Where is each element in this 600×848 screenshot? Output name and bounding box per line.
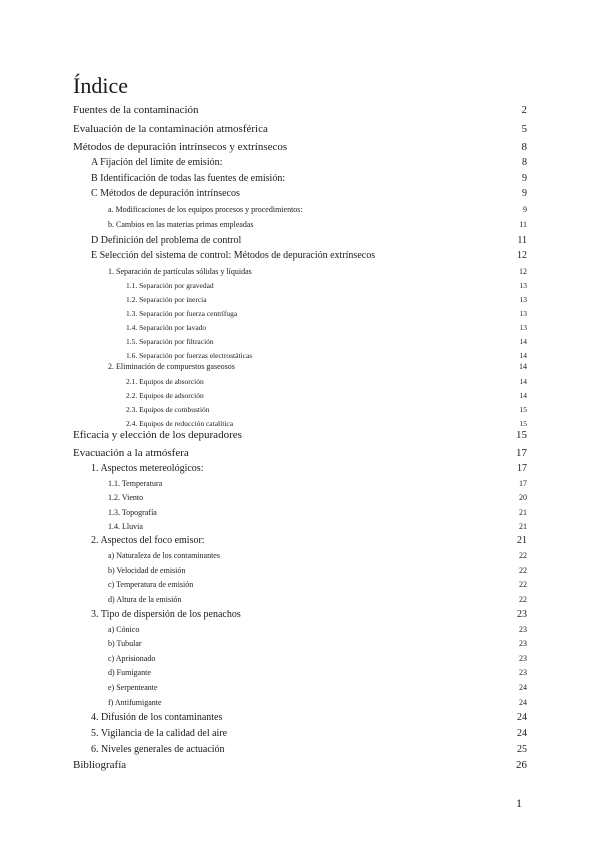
- toc-entry[interactable]: 1.4. Separación por lavado 13: [126, 323, 527, 332]
- toc-entry[interactable]: a) Cónico 23: [108, 625, 527, 634]
- toc-entry[interactable]: 2.3. Equipos de combustión 15: [126, 405, 527, 414]
- toc-entry[interactable]: b) Tubular 23: [108, 639, 527, 648]
- toc-entry[interactable]: Fuentes de la contaminación 2: [73, 104, 527, 116]
- toc-entry[interactable]: 1. Separación de partículas sólidas y líquidas 12: [108, 267, 527, 276]
- toc-entry[interactable]: Métodos de depuración intrínsecos y extrínsecos 8: [73, 141, 527, 153]
- page-number: 1: [516, 796, 522, 810]
- toc-entry[interactable]: 1.2. Separación por inercia 13: [126, 295, 527, 304]
- toc-entry[interactable]: D Definición del problema de control 11: [91, 235, 527, 246]
- toc-entry[interactable]: 1.4. Lluvia 21: [108, 522, 527, 531]
- toc-entry[interactable]: 2. Aspectos del foco emisor: 21: [91, 535, 527, 546]
- page-title: Índice: [73, 73, 128, 98]
- toc-entry[interactable]: d) Altura de la emisión 22: [108, 595, 527, 604]
- toc-entry[interactable]: Bibliografía 26: [73, 759, 527, 771]
- toc-entry[interactable]: 1. Aspectos metereológicos: 17: [91, 463, 527, 474]
- toc-entry[interactable]: 1.5. Separación por filtración 14: [126, 337, 527, 346]
- toc-entry[interactable]: c) Temperatura de emisión 22: [108, 580, 527, 589]
- toc-entry[interactable]: 2.2. Equipos de adsorción 14: [126, 391, 527, 400]
- toc-entry[interactable]: 2. Eliminación de compuestos gaseosos 14: [108, 362, 527, 371]
- toc-entry[interactable]: 1.1. Separación por gravedad 13: [126, 281, 527, 290]
- toc-entry[interactable]: 1.3. Separación por fuerza centrífuga 13: [126, 309, 527, 318]
- toc-entry[interactable]: Evaluación de la contaminación atmosférica 5: [73, 123, 527, 135]
- toc-entry[interactable]: B Identificación de todas las fuentes de emisión: 9: [91, 173, 527, 184]
- toc-entry[interactable]: 2.1. Equipos de absorción 14: [126, 377, 527, 386]
- toc-entry[interactable]: f) Antifumigante 24: [108, 698, 527, 707]
- toc-entry[interactable]: A Fijación del límite de emisión: 8: [91, 157, 527, 168]
- toc-entry[interactable]: a) Naturaleza de los contaminantes 22: [108, 551, 527, 560]
- toc-entry[interactable]: E Selección del sistema de control: Métodos de depuración extrínsecos 12: [91, 250, 527, 261]
- toc-entry[interactable]: 4. Difusión de los contaminantes 24: [91, 712, 527, 723]
- toc-entry[interactable]: C Métodos de depuración intrínsecos 9: [91, 188, 527, 199]
- toc-entry[interactable]: 5. Vigilancia de la calidad del aire 24: [91, 728, 527, 739]
- toc-entry[interactable]: 1.3. Topografía 21: [108, 508, 527, 517]
- toc-entry[interactable]: b) Velocidad de emisión 22: [108, 566, 527, 575]
- toc-entry[interactable]: b. Cambios en las materias primas empleadas 11: [108, 220, 527, 229]
- toc-entry[interactable]: a. Modificaciones de los equipos procesos y procedimientos: 9: [108, 205, 527, 214]
- toc-entry[interactable]: 6. Niveles generales de actuación 25: [91, 744, 527, 755]
- toc-entry[interactable]: 2.4. Equipos de reducción catalítica 15: [126, 419, 527, 428]
- toc-entry[interactable]: d) Fumigante 23: [108, 668, 527, 677]
- toc-entry[interactable]: e) Serpenteante 24: [108, 683, 527, 692]
- toc-entry[interactable]: 1.6. Separación por fuerzas electrostáticas 14: [126, 351, 527, 360]
- toc-entry[interactable]: c) Aprisionado 23: [108, 654, 527, 663]
- toc-entry[interactable]: Eficacia y elección de los depuradores 15: [73, 429, 527, 441]
- toc-entry[interactable]: Evacuación a la atmósfera 17: [73, 447, 527, 459]
- toc-entry[interactable]: 3. Tipo de dispersión de los penachos 23: [91, 609, 527, 620]
- toc-entry[interactable]: 1.1. Temperatura 17: [108, 479, 527, 488]
- toc-entry[interactable]: 1.2. Viento 20: [108, 493, 527, 502]
